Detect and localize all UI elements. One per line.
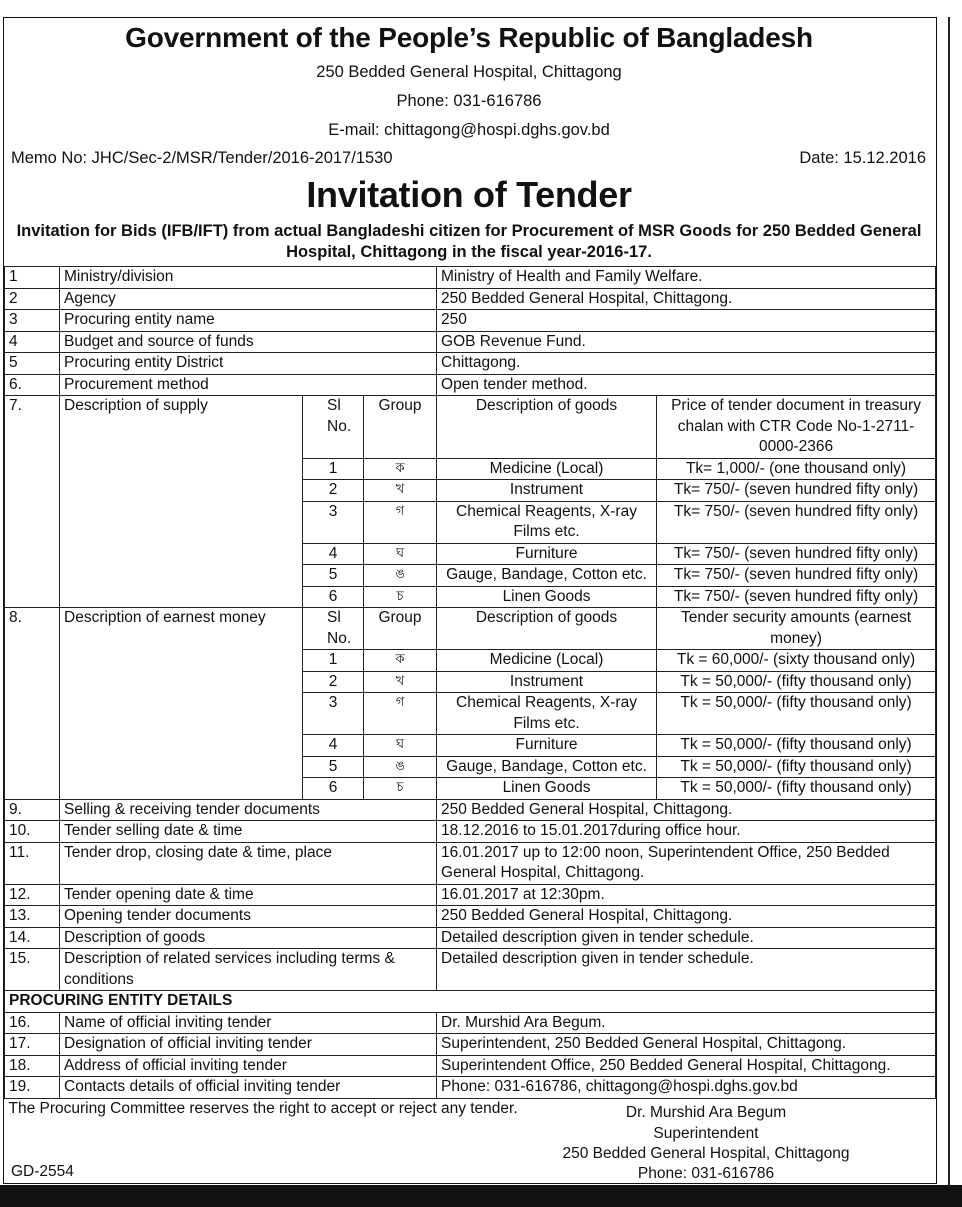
table-row	[5, 906, 936, 928]
row-number: 6.	[5, 374, 60, 396]
signature-phone: Phone: 031-616786	[637, 1165, 775, 1182]
amount-header: Tender security amounts (earnest money)	[657, 608, 936, 650]
description-cell: Linen Goods	[437, 586, 657, 608]
government-title: Government of the People’s Republic of Bangladesh	[125, 22, 813, 53]
table-row	[5, 288, 936, 310]
signature-org: 250 Bedded General Hospital, Chittagong	[562, 1145, 850, 1162]
group-cell: চ	[364, 778, 437, 800]
bottom-scan-bar	[0, 1185, 962, 1207]
amount-cell: Tk = 50,000/- (fifty thousand only)	[657, 693, 936, 735]
table-row	[5, 1012, 936, 1034]
row-number: 14.	[5, 927, 60, 949]
sl-cell: 6	[303, 586, 364, 608]
amount-header: Price of tender document in treasury chalan with CTR Code No-1-2711-0000-2366	[657, 396, 936, 459]
sl-cell: 6	[303, 778, 364, 800]
row-label: Budget and source of funds	[60, 331, 437, 353]
sl-cell: 1	[303, 458, 364, 480]
sl-cell: 1	[303, 650, 364, 672]
table-row	[5, 884, 936, 906]
amount-cell: Tk= 750/- (seven hundred fifty only)	[657, 543, 936, 565]
row-value: Superintendent, 250 Bedded General Hospital, Chittagong.	[437, 1034, 936, 1056]
row-value: Open tender method.	[437, 374, 936, 396]
row-value: 18.12.2016 to 15.01.2017during office hour.	[437, 821, 936, 843]
row-value: 250 Bedded General Hospital, Chittagong.	[437, 799, 936, 821]
row-number: 9.	[5, 799, 60, 821]
row-number: 12.	[5, 884, 60, 906]
hospital-name: 250 Bedded General Hospital, Chittagong	[316, 63, 622, 81]
row-number: 4	[5, 331, 60, 353]
row-number: 2	[5, 288, 60, 310]
invitation-subtitle-line-1: Invitation for Bids (IFB/IFT) from actual Bangladeshi citizen for Procurement of MSR Goods for 250 Bedded General	[16, 222, 922, 240]
memo-number: Memo No: JHC/Sec-2/MSR/Tender/2016-2017/1530	[11, 149, 393, 167]
sl-cell: 5	[303, 565, 364, 587]
row-value: GOB Revenue Fund.	[437, 331, 936, 353]
signature-title: Superintendent	[653, 1125, 759, 1142]
amount-cell: Tk = 60,000/- (sixty thousand only)	[657, 650, 936, 672]
table-row	[5, 310, 936, 332]
group-cell: গ	[364, 693, 437, 735]
row-value: 16.01.2017 up to 12:00 noon, Superintendent Office, 250 Bedded General Hospital, Chittagong.	[437, 842, 936, 884]
description-cell: Gauge, Bandage, Cotton etc.	[437, 565, 657, 587]
group-cell: ঙ	[364, 756, 437, 778]
table-row	[5, 267, 936, 289]
row-number: 8.	[5, 608, 60, 800]
row-label: Description of supply	[60, 396, 303, 608]
table-row	[5, 821, 936, 843]
row-label: Ministry/division	[60, 267, 437, 289]
group-cell: ঙ	[364, 565, 437, 587]
procuring-entity-heading: PROCURING ENTITY DETAILS	[5, 991, 936, 1013]
table-row	[5, 949, 936, 991]
row-number: 5	[5, 353, 60, 375]
tender-notice-page	[3, 17, 937, 1184]
row-number: 1	[5, 267, 60, 289]
description-cell: Medicine (Local)	[437, 650, 657, 672]
group-cell: খ	[364, 671, 437, 693]
amount-cell: Tk = 50,000/- (fifty thousand only)	[657, 778, 936, 800]
amount-cell: Tk= 1,000/- (one thousand only)	[657, 458, 936, 480]
description-cell: Gauge, Bandage, Cotton etc.	[437, 756, 657, 778]
description-cell: Linen Goods	[437, 778, 657, 800]
row-value: Detailed description given in tender schedule.	[437, 927, 936, 949]
gd-code: GD-2554	[11, 1163, 74, 1180]
sl-header: Sl No.	[303, 608, 364, 650]
sl-header: Sl No.	[303, 396, 364, 459]
row-value: 250 Bedded General Hospital, Chittagong.	[437, 906, 936, 928]
row-value: Detailed description given in tender schedule.	[437, 949, 936, 991]
amount-cell: Tk= 750/- (seven hundred fifty only)	[657, 501, 936, 543]
row-label: Description of earnest money	[60, 608, 303, 800]
group-cell: ক	[364, 650, 437, 672]
row-label: Description of goods	[60, 927, 437, 949]
row-label: Selling & receiving tender documents	[60, 799, 437, 821]
sl-cell: 4	[303, 543, 364, 565]
page-edge-line	[948, 17, 950, 1185]
hospital-email: E-mail: chittagong@hospi.dghs.gov.bd	[328, 121, 610, 139]
table-row	[5, 799, 936, 821]
hospital-phone: Phone: 031-616786	[396, 92, 542, 110]
description-cell: Furniture	[437, 543, 657, 565]
group-cell: ক	[364, 458, 437, 480]
row-number: 10.	[5, 821, 60, 843]
row-label: Tender drop, closing date & time, place	[60, 842, 437, 884]
row-label: Contacts details of official inviting tender	[60, 1077, 437, 1099]
row-number: 13.	[5, 906, 60, 928]
row-number: 16.	[5, 1012, 60, 1034]
group-header: Group	[364, 608, 437, 650]
row-value: 250 Bedded General Hospital, Chittagong.	[437, 288, 936, 310]
row-number: 3	[5, 310, 60, 332]
earnest-header-row	[5, 608, 936, 650]
row-number: 17.	[5, 1034, 60, 1056]
signature-name: Dr. Murshid Ara Begum	[625, 1104, 787, 1121]
invitation-subtitle-line-2: Hospital, Chittagong in the fiscal year-2016-17.	[286, 243, 652, 261]
sl-cell: 3	[303, 693, 364, 735]
amount-cell: Tk= 750/- (seven hundred fifty only)	[657, 480, 936, 502]
table-row	[5, 842, 936, 884]
row-value: Superintendent Office, 250 Bedded General Hospital, Chittagong.	[437, 1055, 936, 1077]
row-value: Ministry of Health and Family Welfare.	[437, 267, 936, 289]
table-row	[5, 1034, 936, 1056]
table-row	[5, 1077, 936, 1099]
sl-cell: 3	[303, 501, 364, 543]
row-value: 16.01.2017 at 12:30pm.	[437, 884, 936, 906]
amount-cell: Tk= 750/- (seven hundred fifty only)	[657, 586, 936, 608]
row-label: Procuring entity District	[60, 353, 437, 375]
notice-date: Date: 15.12.2016	[799, 149, 926, 167]
sl-cell: 2	[303, 480, 364, 502]
group-cell: ঘ	[364, 735, 437, 757]
description-cell: Chemical Reagents, X-ray Films etc.	[437, 501, 657, 543]
row-label: Agency	[60, 288, 437, 310]
row-label: Address of official inviting tender	[60, 1055, 437, 1077]
amount-cell: Tk = 50,000/- (fifty thousand only)	[657, 671, 936, 693]
group-cell: খ	[364, 480, 437, 502]
group-cell: চ	[364, 586, 437, 608]
row-number: 7.	[5, 396, 60, 608]
group-cell: ঘ	[364, 543, 437, 565]
amount-cell: Tk= 750/- (seven hundred fifty only)	[657, 565, 936, 587]
row-label: Designation of official inviting tender	[60, 1034, 437, 1056]
row-number: 11.	[5, 842, 60, 884]
description-header: Description of goods	[437, 396, 657, 459]
table-row	[5, 353, 936, 375]
description-header: Description of goods	[437, 608, 657, 650]
row-value: 250	[437, 310, 936, 332]
group-header: Group	[364, 396, 437, 459]
supply-header-row	[5, 396, 936, 459]
row-label: Name of official inviting tender	[60, 1012, 437, 1034]
description-cell: Chemical Reagents, X-ray Films etc.	[437, 693, 657, 735]
sl-cell: 2	[303, 671, 364, 693]
description-cell: Instrument	[437, 480, 657, 502]
description-cell: Medicine (Local)	[437, 458, 657, 480]
invitation-subtitle	[4, 221, 934, 263]
invitation-title: Invitation of Tender	[306, 174, 632, 215]
row-label: Procurement method	[60, 374, 437, 396]
group-cell: গ	[364, 501, 437, 543]
table-row	[5, 331, 936, 353]
row-label: Opening tender documents	[60, 906, 437, 928]
table-row	[5, 927, 936, 949]
row-label: Tender selling date & time	[60, 821, 437, 843]
description-cell: Instrument	[437, 671, 657, 693]
table-row	[5, 374, 936, 396]
tender-details-table	[4, 266, 936, 1119]
row-number: 19.	[5, 1077, 60, 1099]
procuring-heading-row	[5, 991, 936, 1013]
amount-cell: Tk = 50,000/- (fifty thousand only)	[657, 735, 936, 757]
row-label: Tender opening date & time	[60, 884, 437, 906]
sl-cell: 4	[303, 735, 364, 757]
row-value: Dr. Murshid Ara Begum.	[437, 1012, 936, 1034]
footer-note: The Procuring Committee reserves the right to accept or reject any tender.	[5, 1098, 936, 1119]
row-label: Procuring entity name	[60, 310, 437, 332]
amount-cell: Tk = 50,000/- (fifty thousand only)	[657, 756, 936, 778]
row-value: Chittagong.	[437, 353, 936, 375]
row-number: 18.	[5, 1055, 60, 1077]
description-cell: Furniture	[437, 735, 657, 757]
row-value: Phone: 031-616786, chittagong@hospi.dghs.gov.bd	[437, 1077, 936, 1099]
table-row	[5, 1055, 936, 1077]
row-number: 15.	[5, 949, 60, 991]
row-label: Description of related services including terms & conditions	[60, 949, 437, 991]
sl-cell: 5	[303, 756, 364, 778]
